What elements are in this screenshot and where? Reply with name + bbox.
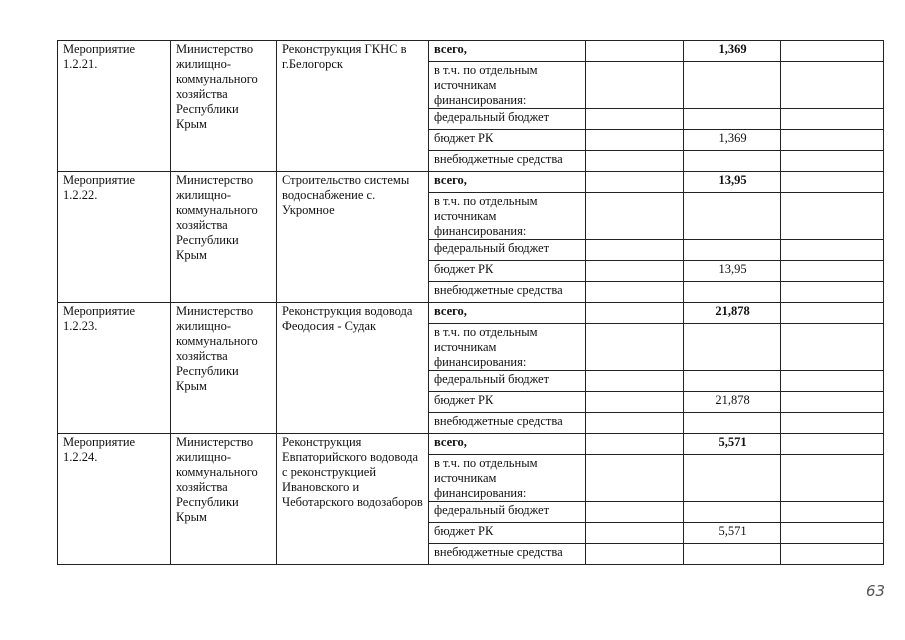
- empty-cell: [781, 544, 884, 565]
- empty-cell: [684, 193, 781, 240]
- empty-cell: [586, 371, 684, 392]
- empty-cell: [684, 544, 781, 565]
- empty-cell: [586, 261, 684, 282]
- total-value: 1,369: [684, 41, 781, 62]
- total-label: всего,: [429, 172, 586, 193]
- rk-value: 5,571: [684, 523, 781, 544]
- federal-label: федеральный бюджет: [429, 109, 586, 130]
- federal-label: федеральный бюджет: [429, 371, 586, 392]
- rk-label: бюджет РК: [429, 261, 586, 282]
- federal-label: федеральный бюджет: [429, 502, 586, 523]
- incl-label: в т.ч. по отдельным источникам финансирования:: [429, 455, 586, 502]
- empty-cell: [781, 455, 884, 502]
- measure-id: Мероприятие 1.2.24.: [58, 434, 171, 565]
- measure-name: Реконструкция Евпаторийского водовода с реконструкцией Ивановского и Чеботарского водозаборов: [277, 434, 429, 565]
- table-row: [58, 41, 884, 62]
- total-value: 13,95: [684, 172, 781, 193]
- empty-cell: [781, 41, 884, 62]
- executor: Министерство жилищно-коммунального хозяйства Республики Крым: [171, 434, 277, 565]
- empty-cell: [781, 151, 884, 172]
- total-label: всего,: [429, 434, 586, 455]
- federal-label: федеральный бюджет: [429, 240, 586, 261]
- empty-cell: [586, 392, 684, 413]
- empty-cell: [781, 193, 884, 240]
- empty-cell: [684, 413, 781, 434]
- measure-id: Мероприятие 1.2.22.: [58, 172, 171, 303]
- incl-label: в т.ч. по отдельным источникам финансирования:: [429, 62, 586, 109]
- empty-cell: [586, 434, 684, 455]
- empty-cell: [781, 62, 884, 109]
- empty-cell: [586, 130, 684, 151]
- empty-cell: [684, 324, 781, 371]
- empty-cell: [781, 502, 884, 523]
- empty-cell: [586, 193, 684, 240]
- empty-cell: [781, 240, 884, 261]
- extra-label: внебюджетные средства: [429, 282, 586, 303]
- incl-label: в т.ч. по отдельным источникам финансирования:: [429, 324, 586, 371]
- empty-cell: [586, 172, 684, 193]
- empty-cell: [586, 544, 684, 565]
- empty-cell: [586, 109, 684, 130]
- empty-cell: [684, 371, 781, 392]
- empty-cell: [586, 502, 684, 523]
- measure-name: Реконструкция водовода Феодосия - Судак: [277, 303, 429, 434]
- empty-cell: [684, 455, 781, 502]
- rk-label: бюджет РК: [429, 130, 586, 151]
- empty-cell: [781, 371, 884, 392]
- empty-cell: [684, 502, 781, 523]
- empty-cell: [684, 240, 781, 261]
- measure-id: Мероприятие 1.2.23.: [58, 303, 171, 434]
- executor: Министерство жилищно-коммунального хозяйства Республики Крым: [171, 41, 277, 172]
- funding-table: [57, 40, 884, 565]
- extra-label: внебюджетные средства: [429, 151, 586, 172]
- table-row: [58, 172, 884, 193]
- executor: Министерство жилищно-коммунального хозяйства Республики Крым: [171, 172, 277, 303]
- empty-cell: [586, 324, 684, 371]
- measure-id: Мероприятие 1.2.21.: [58, 41, 171, 172]
- incl-label: в т.ч. по отдельным источникам финансирования:: [429, 193, 586, 240]
- empty-cell: [781, 324, 884, 371]
- empty-cell: [781, 172, 884, 193]
- empty-cell: [781, 130, 884, 151]
- empty-cell: [781, 303, 884, 324]
- empty-cell: [781, 109, 884, 130]
- empty-cell: [684, 62, 781, 109]
- empty-cell: [684, 109, 781, 130]
- total-label: всего,: [429, 41, 586, 62]
- total-value: 21,878: [684, 303, 781, 324]
- rk-value: 1,369: [684, 130, 781, 151]
- empty-cell: [586, 240, 684, 261]
- empty-cell: [586, 455, 684, 502]
- empty-cell: [781, 282, 884, 303]
- rk-value: 13,95: [684, 261, 781, 282]
- empty-cell: [684, 282, 781, 303]
- empty-cell: [781, 261, 884, 282]
- empty-cell: [781, 523, 884, 544]
- empty-cell: [586, 282, 684, 303]
- empty-cell: [586, 413, 684, 434]
- page-number: 63: [866, 582, 886, 600]
- table-row: [58, 303, 884, 324]
- empty-cell: [781, 434, 884, 455]
- empty-cell: [684, 151, 781, 172]
- total-label: всего,: [429, 303, 586, 324]
- empty-cell: [586, 303, 684, 324]
- rk-label: бюджет РК: [429, 523, 586, 544]
- empty-cell: [586, 523, 684, 544]
- measure-name: Реконструкция ГКНС в г.Белогорск: [277, 41, 429, 172]
- executor: Министерство жилищно-коммунального хозяйства Республики Крым: [171, 303, 277, 434]
- extra-label: внебюджетные средства: [429, 413, 586, 434]
- total-value: 5,571: [684, 434, 781, 455]
- extra-label: внебюджетные средства: [429, 544, 586, 565]
- empty-cell: [586, 41, 684, 62]
- empty-cell: [586, 151, 684, 172]
- empty-cell: [781, 413, 884, 434]
- empty-cell: [781, 392, 884, 413]
- rk-value: 21,878: [684, 392, 781, 413]
- empty-cell: [586, 62, 684, 109]
- rk-label: бюджет РК: [429, 392, 586, 413]
- table-row: [58, 434, 884, 455]
- measure-name: Строительство системы водоснабжение с. Укромное: [277, 172, 429, 303]
